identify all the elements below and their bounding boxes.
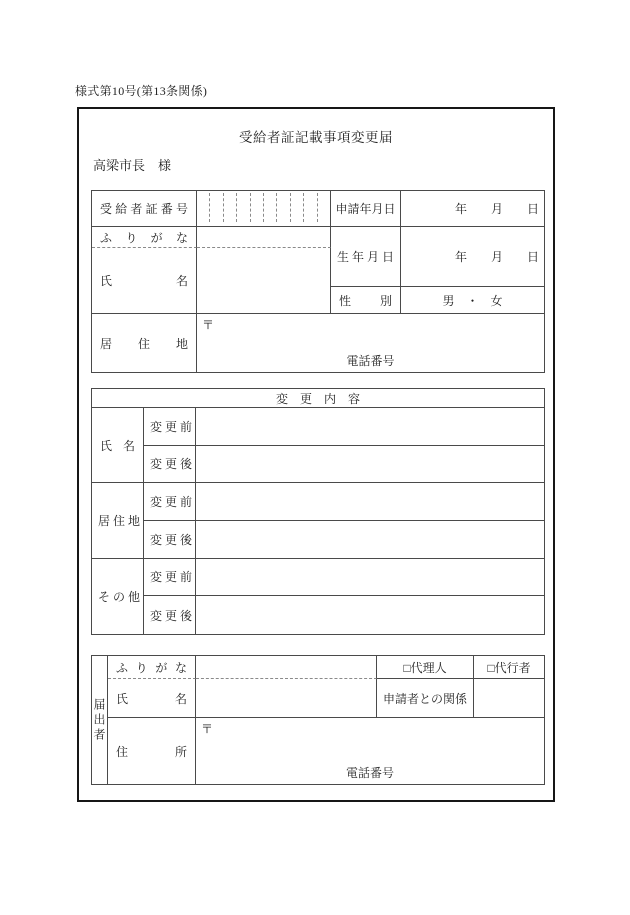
proxy-checkbox-option[interactable]: □代行者 [474,656,544,679]
before-change-label: 変 更 前 [144,559,196,597]
application-date-label: 申請年月日 [331,191,401,227]
digit-cell[interactable] [317,193,330,222]
name-after-input[interactable] [196,446,544,484]
change-details-header: 変 更 内 容 [92,389,544,408]
birth-date-value[interactable]: 年 月 日 [401,227,544,287]
notifier-address-label: 住 所 [108,718,196,784]
postal-mark-icon: 〒 [202,318,215,332]
form-number: 様式第10号(第13条関係) [75,84,208,98]
digit-cell[interactable] [197,193,209,222]
addressee: 高梁市長 様 [93,158,172,173]
recipient-number-label: 受 給 者 証 番 号 [92,191,197,227]
agent-checkbox-option[interactable]: □代理人 [377,656,474,679]
digit-cell[interactable] [290,193,303,222]
residence-input[interactable] [197,314,544,372]
certificate-number-input[interactable] [197,191,331,227]
name-input[interactable] [197,248,331,314]
change-residence-label: 居 住 地 [92,483,144,558]
before-change-label: 変 更 前 [144,408,196,446]
notifier-table [91,655,545,785]
gender-label: 性 別 [331,287,401,314]
name-before-input[interactable] [196,408,544,446]
furigana-label: ふ り が な [92,227,197,248]
form-title: 受給者証記載事項変更届 [239,130,393,145]
digit-cell[interactable] [263,193,276,222]
digit-cell[interactable] [236,193,249,222]
notifier-name-label: 氏 名 [108,679,196,718]
notifier-furigana-input[interactable] [196,656,377,679]
applicant-table [91,190,545,373]
digit-cell[interactable] [209,193,222,222]
residence-after-input[interactable] [196,521,544,559]
notifier-address-input[interactable] [196,718,544,784]
notifier-name-input[interactable] [196,679,377,718]
other-before-input[interactable] [196,559,544,597]
notifier-furigana-label: ふ り が な [108,656,196,679]
phone-number-label: 電話番号 [345,766,394,780]
digit-cell[interactable] [223,193,236,222]
birth-date-label: 生 年 月 日 [331,227,401,287]
after-change-label: 変 更 後 [144,446,196,484]
postal-mark-icon: 〒 [201,722,214,736]
digit-cell[interactable] [250,193,263,222]
digit-cell[interactable] [303,193,316,222]
residence-before-input[interactable] [196,483,544,521]
change-details-table [91,388,545,635]
change-name-label: 氏 名 [92,408,144,483]
relation-label: 申請者との関係 [377,679,474,718]
residence-label: 居 住 地 [92,314,197,372]
name-label: 氏 名 [92,248,197,314]
after-change-label: 変 更 後 [144,596,196,634]
after-change-label: 変 更 後 [144,521,196,559]
phone-number-label: 電話番号 [346,354,395,368]
other-after-input[interactable] [196,596,544,634]
digit-cells [197,191,330,226]
before-change-label: 変 更 前 [144,483,196,521]
application-date-value[interactable]: 年 月 日 [401,191,544,227]
change-other-label: そ の 他 [92,559,144,634]
gender-value[interactable]: 男 ・ 女 [401,287,544,314]
digit-cell[interactable] [276,193,289,222]
notifier-label: 届出者 [92,656,108,784]
form-border [77,107,555,802]
relation-input[interactable] [474,679,544,718]
furigana-input[interactable] [197,227,331,248]
